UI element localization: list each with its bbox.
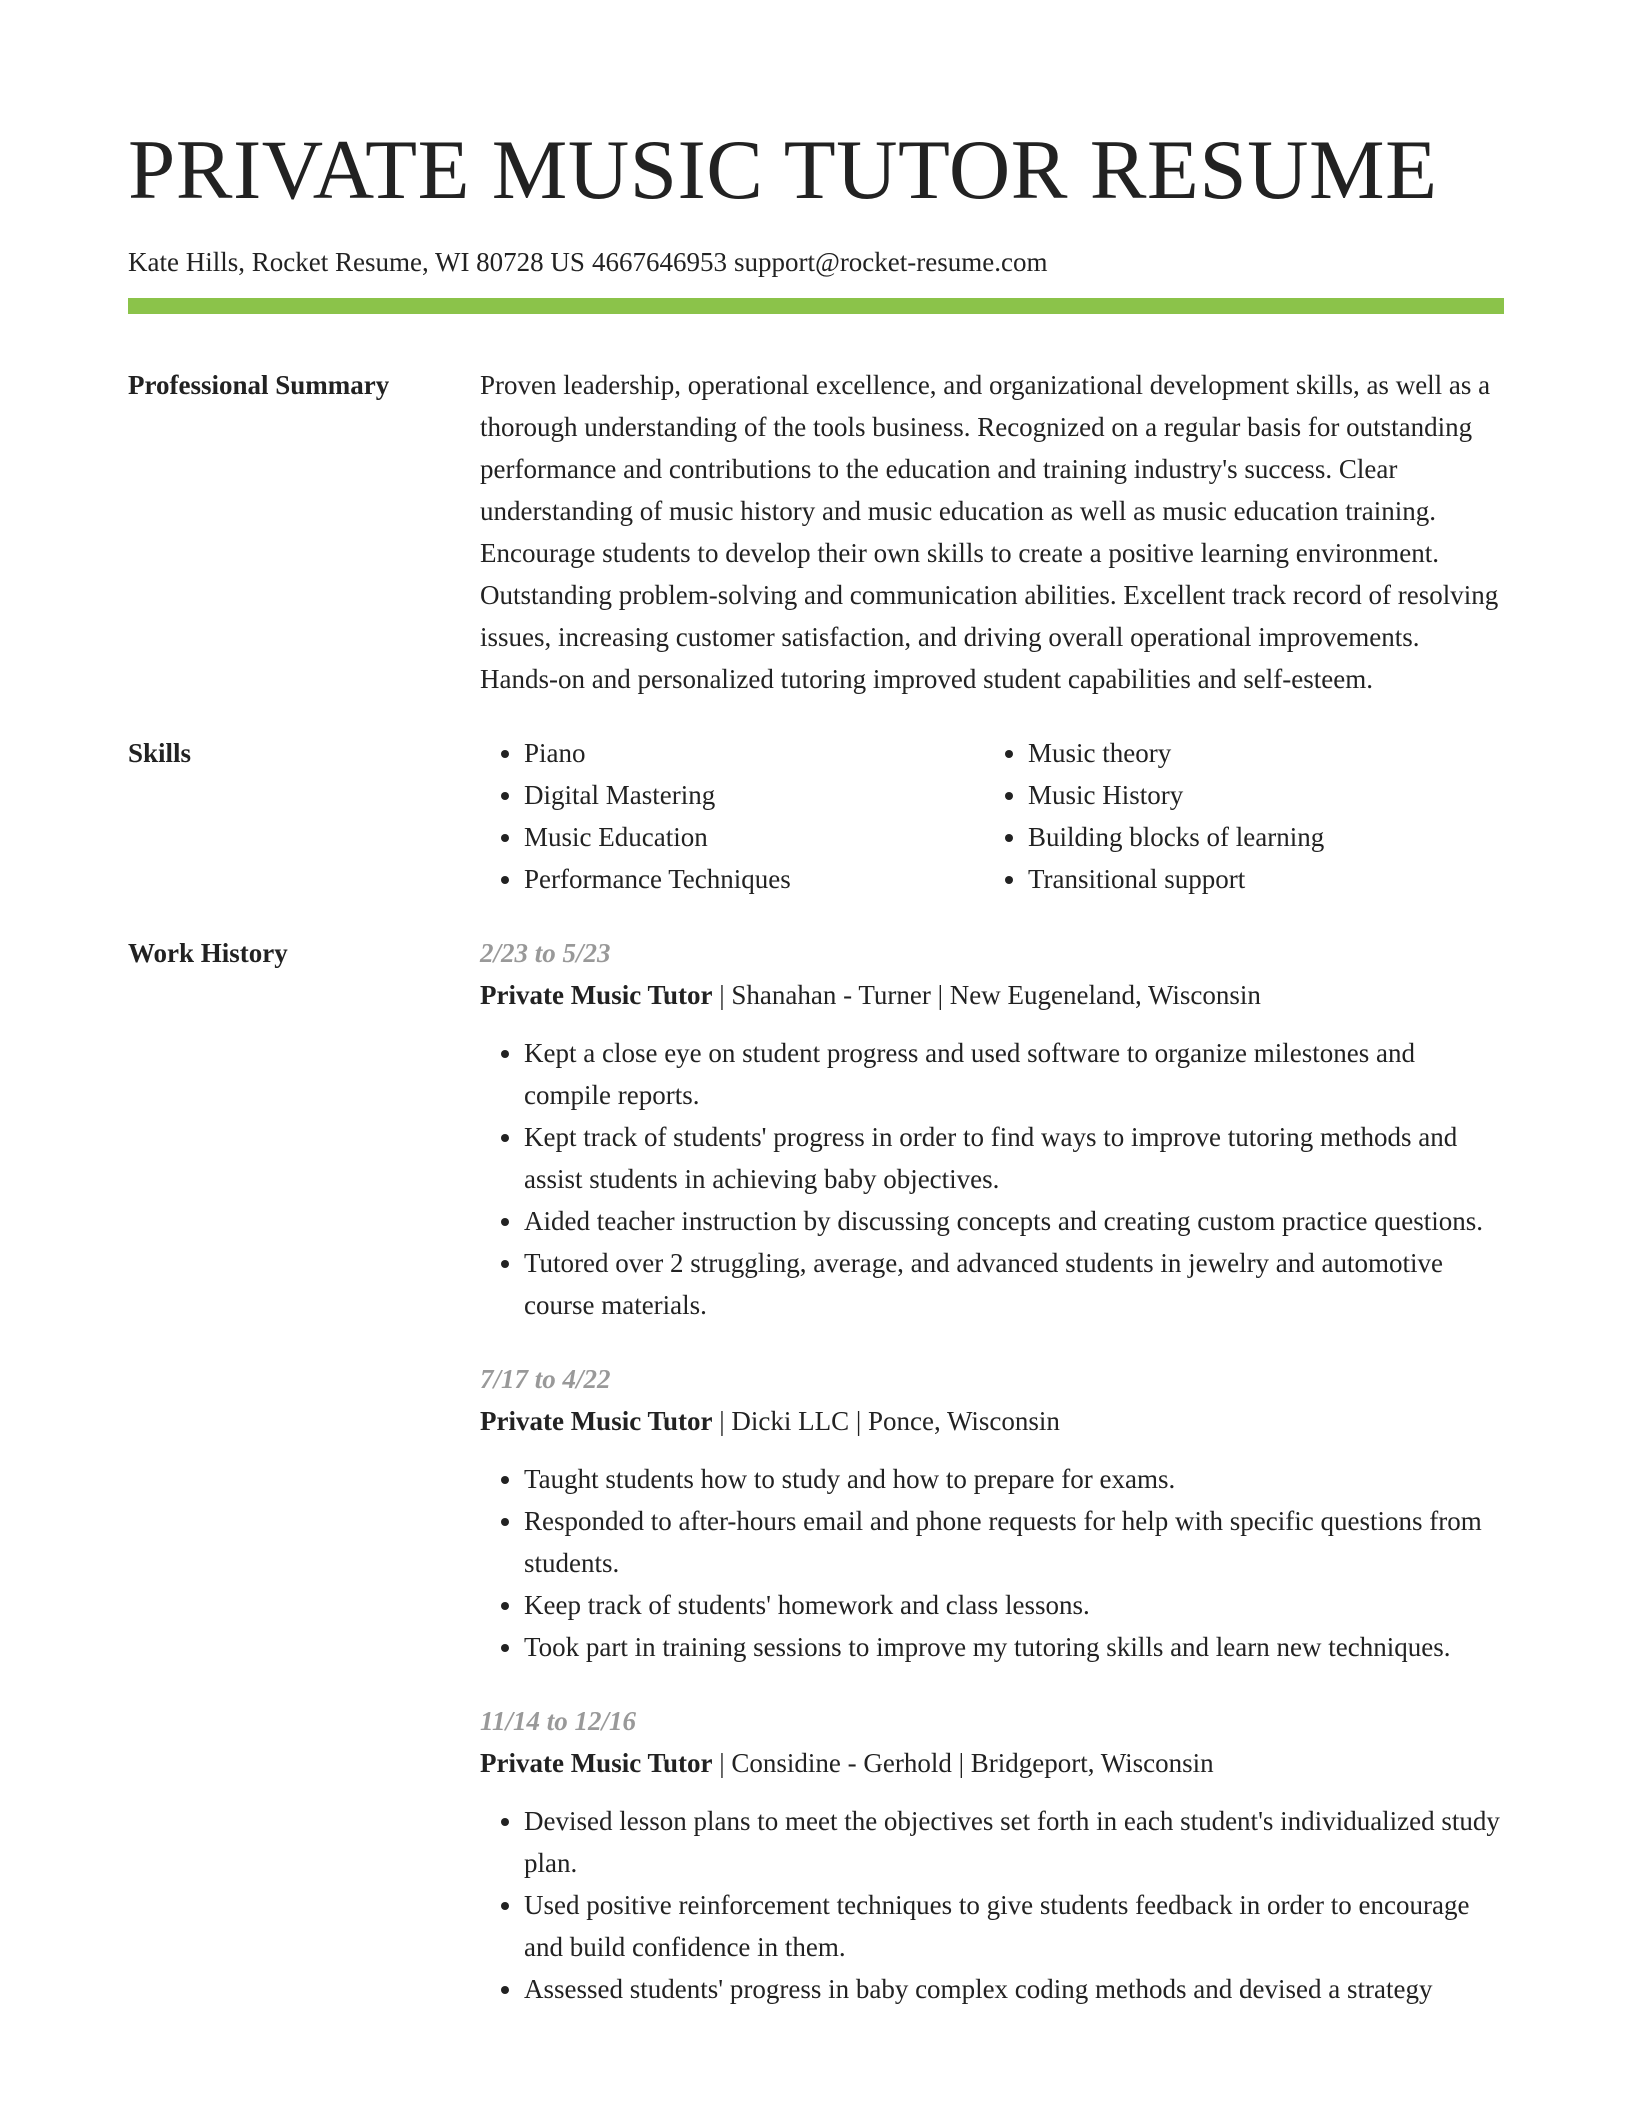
resume-page — [128, 0, 1504, 2010]
job-entry — [480, 1358, 1504, 1668]
job-bullet: • Used positive reinforcement techniques to give students feedback in order to encourage and build confidence in them. — [524, 1884, 1504, 1968]
job-bullet: • Devised lesson plans to meet the objectives set forth in each student's individualized study plan. — [524, 1800, 1504, 1884]
skills-list — [480, 732, 1508, 900]
job-role: Private Music Tutor — [480, 980, 713, 1010]
summary-text: Proven leadership, operational excellence, and organizational development skills, as well as a thorough understanding of the tools business. Recognized on a regular basis for outstanding performance and contributions to the education and training industry's success. Clear understanding of music history and music education as well as music education training. Encourage students to develop their own skills to create a positive learning environment. Outstanding problem-solving and communication abilities. Excellent track record of resolving issues, increasing customer satisfaction, and driving overall operational improvements. Hands-on and personalized tutoring improved student capabilities and self-esteem. — [480, 370, 1499, 694]
skill-item: • Digital Mastering — [524, 774, 984, 816]
section-heading: Professional Summary — [128, 370, 390, 400]
job-details: | Considine - Gerhold | Bridgeport, Wisconsin — [719, 1748, 1214, 1778]
contact-name-location: Kate Hills, Rocket Resume, WI 80728 US — [128, 247, 585, 277]
section-heading: Work History — [128, 938, 288, 968]
skills-section — [128, 732, 1504, 900]
job-bullet: • Responded to after-hours email and phone requests for help with specific questions from students. — [524, 1500, 1504, 1584]
skill-item: • Music theory — [1028, 732, 1508, 774]
job-bullet: • Aided teacher instruction by discussing concepts and creating custom practice questions. — [524, 1200, 1504, 1242]
job-role: Private Music Tutor — [480, 1406, 713, 1436]
job-bullet: • Tutored over 2 struggling, average, and advanced students in jewelry and automotive course materials. — [524, 1242, 1504, 1326]
job-dates: 2/23 to 5/23 — [480, 938, 611, 968]
job-entry — [480, 1700, 1504, 2010]
contact-phone: 4667646953 — [591, 247, 727, 277]
summary-section — [128, 364, 1504, 700]
header-divider — [128, 298, 1504, 314]
job-bullet: • Taught students how to study and how to prepare for exams. — [524, 1458, 1504, 1500]
job-title-line — [480, 974, 1504, 1016]
job-details: | Dicki LLC | Ponce, Wisconsin — [719, 1406, 1060, 1436]
job-bullets — [480, 1032, 1504, 1326]
job-role: Private Music Tutor — [480, 1748, 713, 1778]
job-bullets — [480, 1800, 1504, 2010]
skill-item: • Transitional support — [1028, 858, 1508, 900]
job-entry — [480, 932, 1504, 1326]
skills-column-left — [480, 732, 984, 900]
job-bullet: • Took part in training sessions to improve my tutoring skills and learn new techniques. — [524, 1626, 1504, 1668]
skill-item: • Piano — [524, 732, 984, 774]
job-details: | Shanahan - Turner | New Eugeneland, Wisconsin — [719, 980, 1261, 1010]
job-bullet: • Kept track of students' progress in order to find ways to improve tutoring methods and assist students in achieving baby objectives. — [524, 1116, 1504, 1200]
skill-item: • Performance Techniques — [524, 858, 984, 900]
skills-column-right — [984, 732, 1508, 900]
job-dates: 7/17 to 4/22 — [480, 1364, 611, 1394]
job-dates: 11/14 to 12/16 — [480, 1706, 637, 1736]
job-title-line — [480, 1400, 1504, 1442]
work-history-section — [128, 932, 1504, 2010]
job-bullet: • Kept a close eye on student progress and used software to organize milestones and compile reports. — [524, 1032, 1504, 1116]
skill-item: • Music Education — [524, 816, 984, 858]
page-title: PRIVATE MUSIC TUTOR RESUME — [128, 123, 1438, 217]
skill-item: • Building blocks of learning — [1028, 816, 1508, 858]
skill-item: • Music History — [1028, 774, 1508, 816]
job-title-line — [480, 1742, 1504, 1784]
contact-email: support@rocket-resume.com — [733, 247, 1048, 277]
section-heading: Skills — [128, 738, 192, 768]
job-bullet: • Assessed students' progress in baby complex coding methods and devised a strategy — [524, 1968, 1504, 2010]
job-bullets — [480, 1458, 1504, 1668]
job-bullet: • Keep track of students' homework and class lessons. — [524, 1584, 1504, 1626]
contact-line — [128, 246, 1504, 278]
